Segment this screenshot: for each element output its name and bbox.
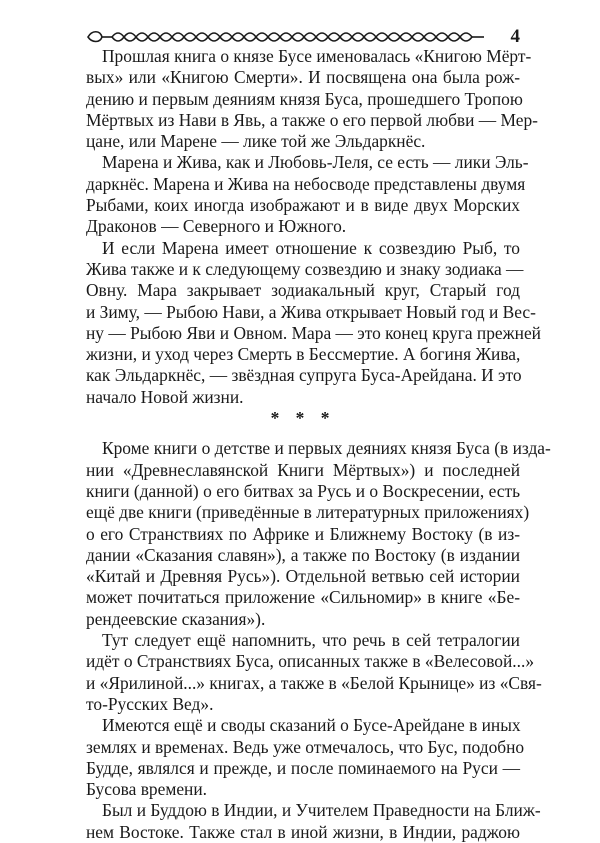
- paragraph: [86, 152, 529, 237]
- paragraph: [86, 46, 538, 152]
- section-separator: * * *: [270, 408, 336, 429]
- text-line: Рыбами, коих иногда изображают и в виде двух Морских: [86, 195, 520, 216]
- text-line: дению и первым деяниям князя Буса, прошедшего Тропою: [86, 88, 523, 109]
- text-line: Мёртвых из Нави в Явь, а также о его первой любви — Мер-: [86, 109, 538, 130]
- paragraph: [86, 800, 541, 843]
- text-line: землях и временах. Ведь уже отмечалось, что Бус, подобно: [86, 736, 525, 757]
- text-line: о его Странствиях по Африке и Ближнему Востоку (в из-: [86, 523, 520, 544]
- text-line: цане, или Марене — лике той же Эльдаркнёс.: [86, 131, 426, 152]
- text-line: Кроме книги о детстве и первых деяниях князя Буса (в изда-: [102, 438, 551, 459]
- text-line: И если Марена имеет отношение к созвездию Рыб, то: [102, 237, 520, 258]
- text-line: может почитаться приложение «Сильномир» в книге «Бе-: [86, 587, 520, 608]
- text-line: ещё две книги (приведённые в литературных приложениях): [86, 502, 530, 523]
- text-line: как Эльдаркнёс, — звёздная супруга Буса-Арейдана. И это: [86, 365, 522, 386]
- text-line: рендеевские сказания»).: [86, 608, 266, 629]
- text-line: Будде, являлся и прежде, и после поминаемого на Руси —: [86, 757, 520, 778]
- text-line: идёт о Странствиях Буса, описанных также в «Велесовой...»: [86, 651, 535, 672]
- text-line: Был и Буддою в Индии, и Учителем Праведности на Ближ-: [102, 800, 541, 821]
- text-line: Имеются ещё и своды сказаний о Бусе-Арейдане в иных: [102, 715, 521, 736]
- text-line: Драконов — Северного и Южного.: [86, 216, 347, 237]
- text-line: Прошлая книга о князе Бусе именовалась «Книгою Мёрт-: [102, 46, 532, 66]
- paragraph: [86, 438, 551, 630]
- page-body: [86, 46, 551, 843]
- text-line: начало Новой жизни.: [86, 386, 244, 407]
- text-line: нии «Древнеславянской Книги Мёртвых») и последней: [86, 459, 520, 480]
- text-line: дании «Сказания славян»), а также по Востоку (в издании: [86, 544, 520, 565]
- text-line: «Китай и Древняя Русь»). Отдельной ветвью сей истории: [86, 566, 520, 587]
- text-line: даркнёс. Марена и Жива на небосводе представлены двумя: [86, 173, 526, 194]
- text-line: Жива также и к следующему созвездию и знаку зодиака —: [86, 258, 524, 279]
- text-line: Бусова времени.: [86, 779, 208, 800]
- text-line: Овну. Мара закрывает зодиакальный круг, Старый год: [86, 280, 520, 301]
- text-line: Марена и Жива, как и Любовь-Леля, се есть — лики Эль-: [102, 152, 529, 173]
- text-line: жизни, и уход через Смерть в Бессмертие. А богиня Жива,: [86, 344, 521, 365]
- paragraph: [86, 715, 525, 800]
- text-line: то-Русских Вед».: [86, 693, 214, 714]
- paragraph: [86, 237, 541, 408]
- text-line: и Зиму, — Рыбою Нави, а Жива открывает Новый год и Вес-: [86, 301, 536, 322]
- text-line: и «Ярилиной...» книгах, а также в «Белой Крынице» из «Свя-: [86, 672, 542, 693]
- text-line: нем Востоке. Также стал в иной жизни, в Индии, раджою: [86, 821, 520, 842]
- text-line: книги (данной) о его битвах за Русь и о Воскресении, есть: [86, 480, 520, 501]
- text-line: Тут следует ещё напомнить, что речь в сей тетралогии: [102, 630, 520, 651]
- ornamental-rule-icon: [86, 28, 486, 46]
- page-number: 4: [510, 26, 520, 47]
- paragraph: [86, 630, 542, 715]
- text-line: ну — Рыбою Яви и Овном. Мара — это конец круга прежней: [86, 322, 541, 343]
- text-line: вых» или «Книгою Смерти». И посвящена она была рож-: [86, 67, 520, 88]
